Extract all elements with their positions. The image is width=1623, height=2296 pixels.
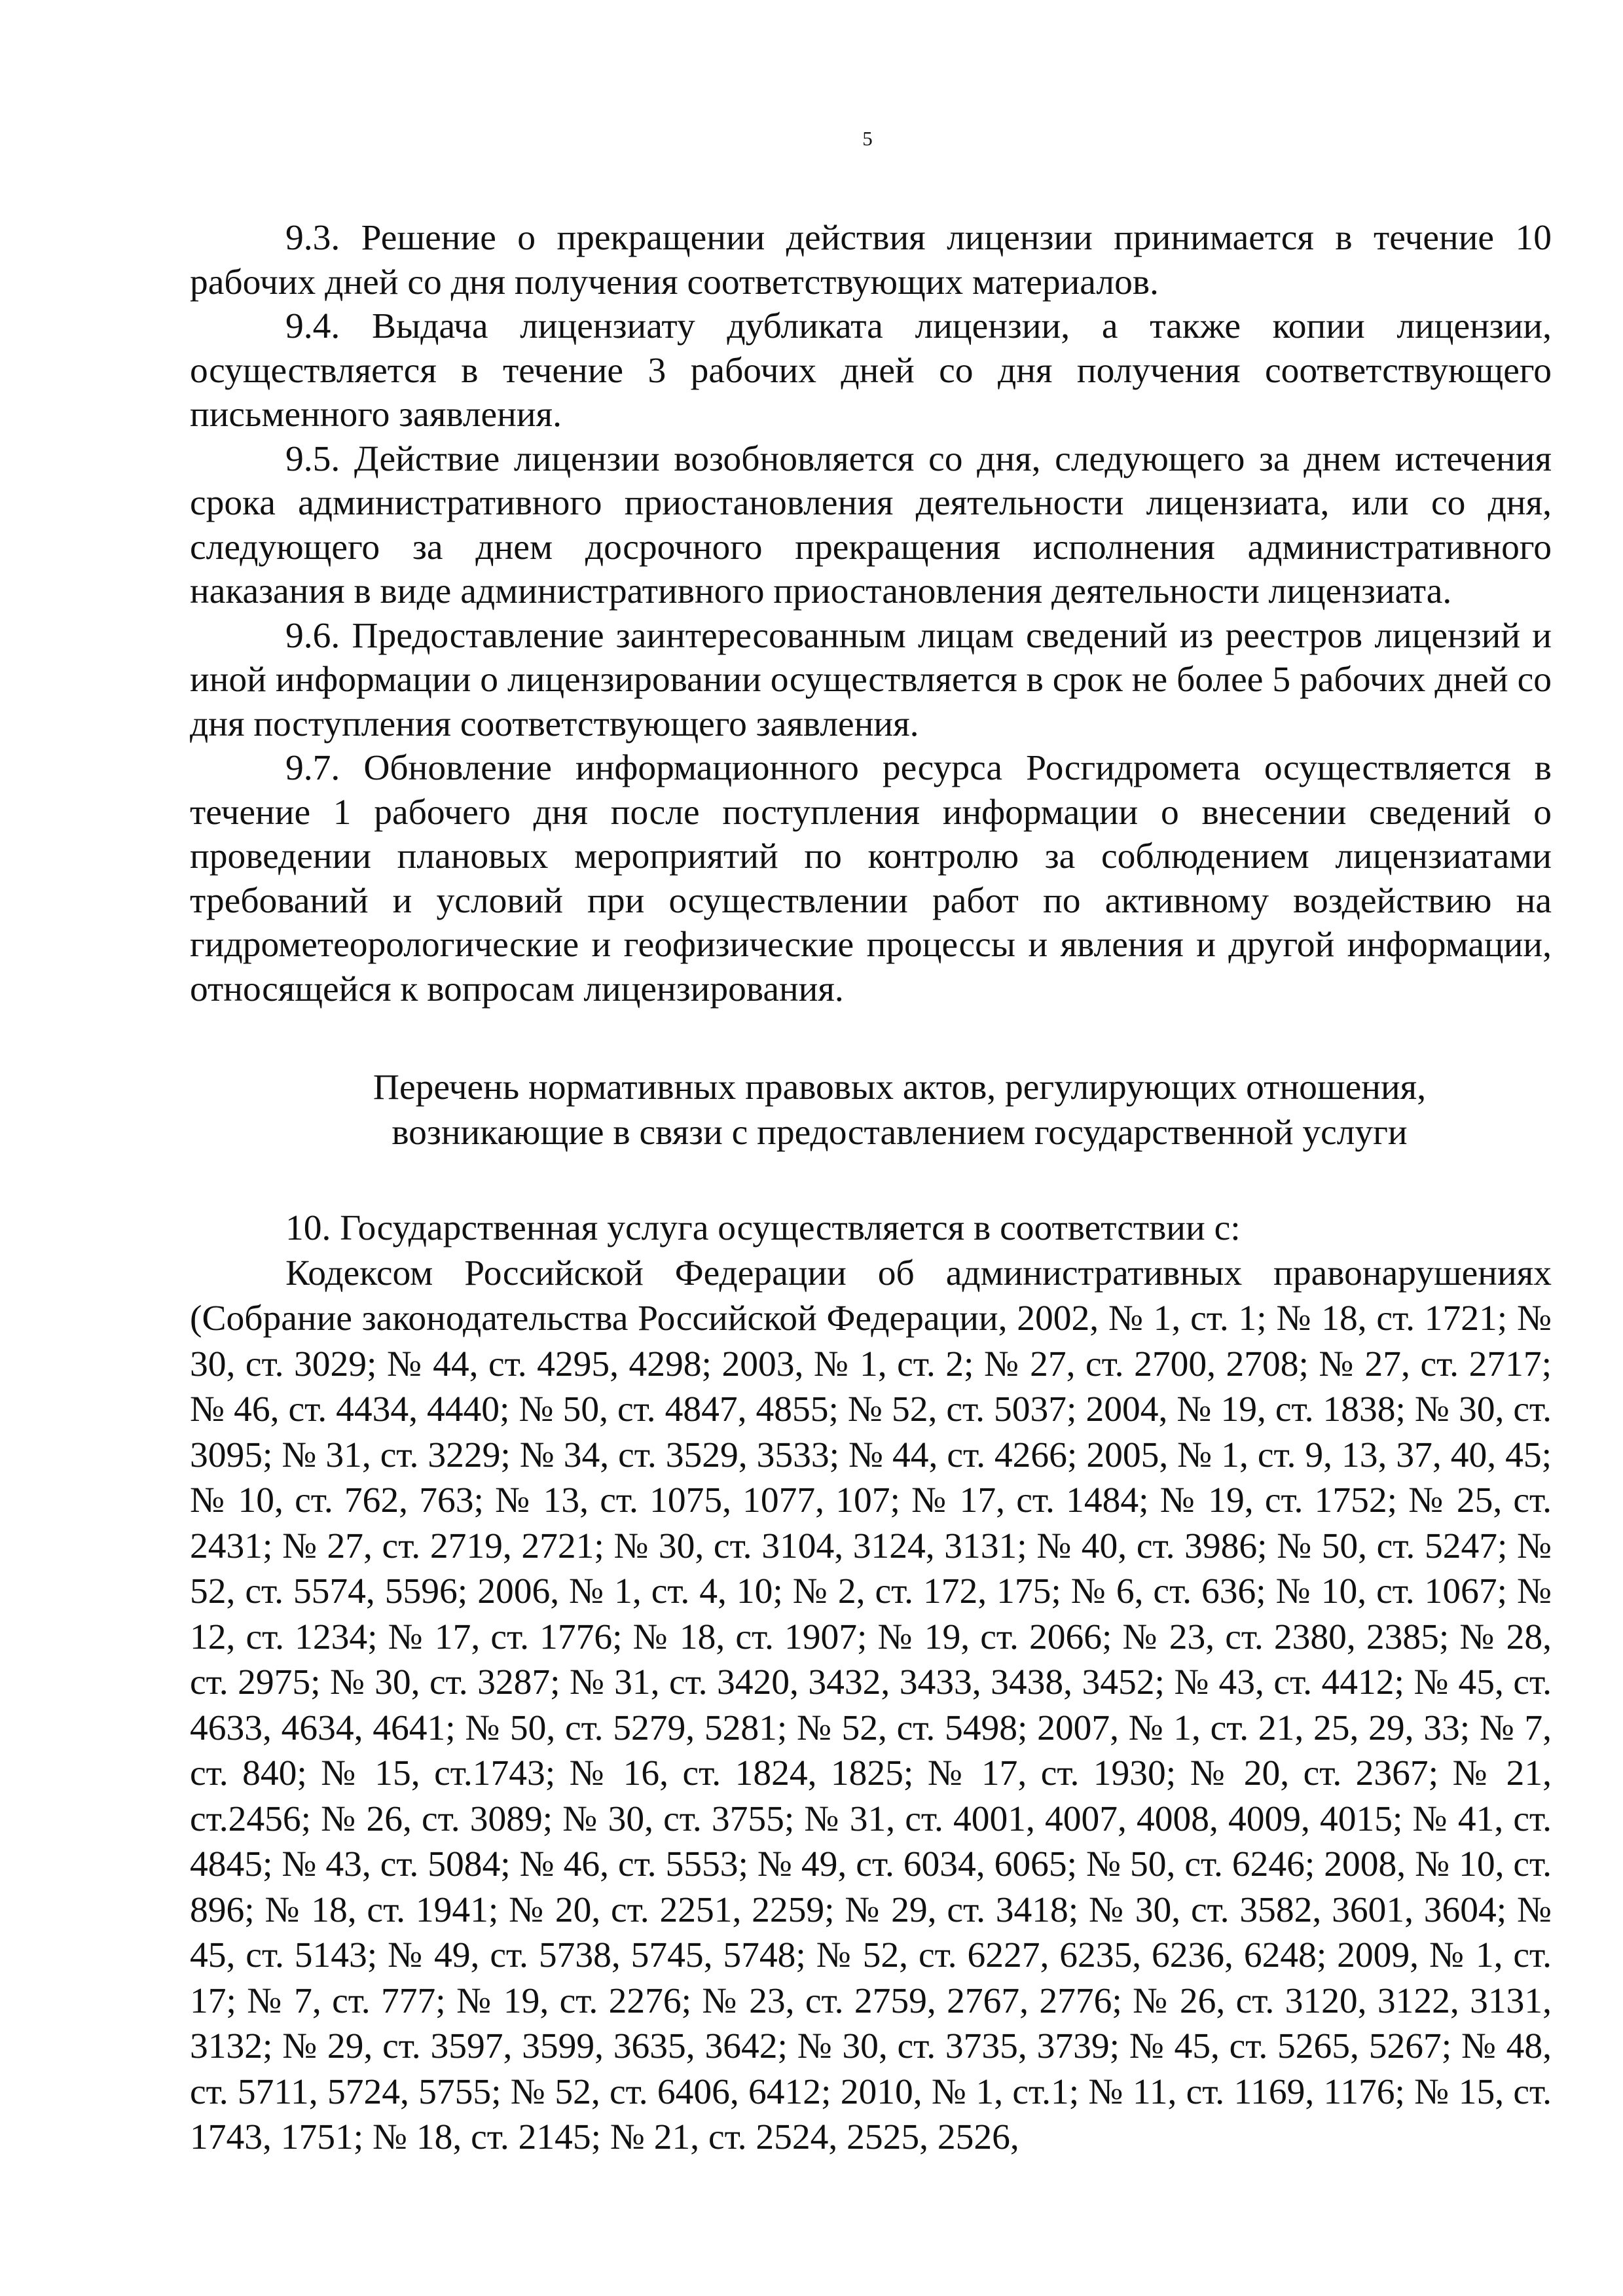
paragraph-9-5: 9.5. Действие лицензии возобновляется со дня, следующего за днем истечения срока административного приостановления деятельности лицензиата, или со дня, следующего за днем досрочного прекращения исполнения административного наказания в виде административного приостановления деятельности лицензиата. <box>190 439 1552 611</box>
document-body <box>190 216 1552 2161</box>
paragraph-9-4: 9.4. Выдача лицензиату дубликата лицензии, а также копии лицензии, осуществляется в течение 3 рабочих дней со дня получения соответствующего письменного заявления. <box>190 306 1552 435</box>
section-heading <box>190 1065 1552 1155</box>
paragraph-9-7: 9.7. Обновление информационного ресурса Росгидромета осуществляется в течение 1 рабочего дня после поступления информации о внесении сведений о проведении плановых мероприятий по контролю за соблюдением лицензиатами требований и условий при осуществлении работ по активному воздействию на гидрометеорологические и геофизические процессы и явления и другой информации, относящейся к вопросам лицензирования. <box>190 748 1552 1009</box>
section-heading-line-1: Перечень нормативных правовых актов, регулирующих отношения, <box>373 1067 1427 1107</box>
page-number: 5 <box>862 127 873 150</box>
paragraph-9-6: 9.6. Предоставление заинтересованным лицам сведений из реестров лицензий и иной информации о лицензировании осуществляется в срок не более 5 рабочих дней со дня поступления соответствующего заявления. <box>190 615 1552 744</box>
paragraph-koap: Кодексом Российской Федерации об административных правонарушениях (Собрание законодательства Российской Федерации, 2002, № 1, ст. 1; № 18, ст. 1721; № 30, ст. 3029; № 44, ст. 4295, 4298; 2003, № 1, ст. 2; № 27, ст. 2700, 2708; № 27, ст. 2717; № 46, ст. 4434, 4440; № 50, ст. 4847, 4855; № 52, ст. 5037; 2004, № 19, ст. 1838; № 30, ст. 3095; № 31, ст. 3229; № 34, ст. 3529, 3533; № 44, ст. 4266; 2005, № 1, ст. 9, 13, 37, 40, 45; № 10, ст. 762, 763; № 13, ст. 1075, 1077, 107; № 17, ст. 1484; № 19, ст. 1752; № 25, ст. 2431; № 27, ст. 2719, 2721; № 30, ст. 3104, 3124, 3131; № 40, ст. 3986; № 50, ст. 5247; № 52, ст. 5574, 5596; 2006, № 1, ст. 4, 10; № 2, ст. 172, 175; № 6, ст. 636; № 10, ст. 1067; № 12, ст. 1234; № 17, ст. 1776; № 18, ст. 1907; № 19, ст. 2066; № 23, ст. 2380, 2385; № 28, ст. 2975; № 30, ст. 3287; № 31, ст. 3420, 3432, 3433, 3438, 3452; № 43, ст. 4412; № 45, ст. 4633, 4634, 4641; № 50, ст. 5279, 5281; № 52, ст. 5498; 2007, № 1, ст. 21, 25, 29, 33; № 7, ст. 840; № 15, ст.1743; № 16, ст. 1824, 1825; № 17, ст. 1930; № 20, ст. 2367; № 21, ст.2456; № 26, ст. 3089; № 30, ст. 3755; № 31, ст. 4001, 4007, 4008, 4009, 4015; № 41, ст. 4845; № 43, ст. 5084; № 46, ст. 5553; № 49, ст. 6034, 6065; № 50, ст. 6246; 2008, № 10, ст. 896; № 18, ст. 1941; № 20, ст. 2251, 2259; № 29, ст. 3418; № 30, ст. 3582, 3601, 3604; № 45, ст. 5143; № 49, ст. 5738, 5745, 5748; № 52, ст. 6227, 6235, 6236, 6248; 2009, № 1, ст. 17; № 7, ст. 777; № 19, ст. 2276; № 23, ст. 2759, 2767, 2776; № 26, ст. 3120, 3122, 3131, 3132; № 29, ст. 3597, 3599, 3635, 3642; № 30, ст. 3735, 3739; № 45, ст. 5265, 5267; № 48, ст. 5711, 5724, 5755; № 52, ст. 6406, 6412; 2010, № 1, ст.1; № 11, ст. 1169, 1176; № 15, ст. 1743, 1751; № 18, ст. 2145; № 21, ст. 2524, 2525, 2526, <box>190 1253 1552 2157</box>
paragraph-10: 10. Государственная услуга осуществляется в соответствии с: <box>285 1208 1241 1248</box>
paragraph-9-3: 9.3. Решение о прекращении действия лицензии принимается в течение 10 рабочих дней со дня получения соответствующих материалов. <box>190 218 1552 302</box>
section-heading-line-2: возникающие в связи с предоставлением государственной услуги <box>392 1113 1408 1153</box>
